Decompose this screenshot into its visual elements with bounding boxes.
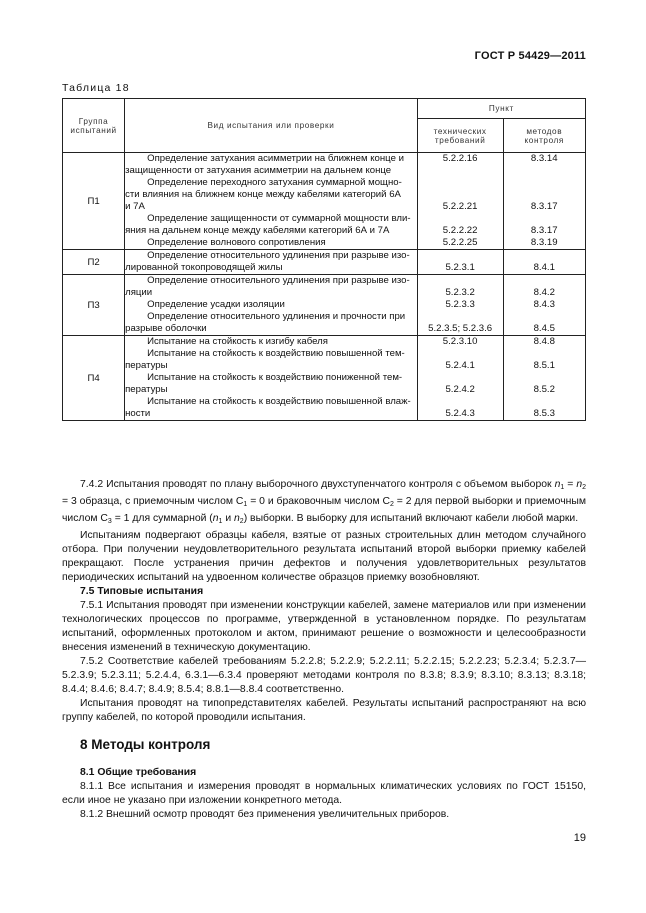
tech-requirement-ref: 5.2.2.22 <box>442 225 478 236</box>
tech-requirement-ref: 5.2.2.16 <box>442 153 478 164</box>
heading-8-1: 8.1 Общие требования <box>80 767 197 778</box>
test-method-ref <box>504 213 586 225</box>
test-method-ref: 8.5.3 <box>533 408 555 419</box>
tech-requirement-ref: 5.2.4.2 <box>445 384 475 395</box>
paragraph-8-1-1: 8.1.1 Все испытания и измерения проводят в нормальных климатических условиях по ГОСТ 15150, если иное не указано при изложении конкретного метода. <box>62 781 586 806</box>
group-name: П2 <box>63 250 125 275</box>
header-test-methods: методов контроля <box>503 119 586 153</box>
test-method-ref: 8.5.1 <box>533 360 555 371</box>
description-line: Определение затухания асимметрии на ближнем конце и <box>147 153 404 164</box>
paragraph-7-5-1: 7.5.1 Испытания проводят при изменении конструкции кабелей, замене материалов или при изменении технологических процессов по программе, утвержденной в установленном порядке. По результатам испытаний, оформленных протоколом и актом, принимают решение о возможности и целесообразности внесения изменений в техническую документацию. <box>62 600 586 653</box>
test-method-ref: 8.4.1 <box>533 262 555 273</box>
test-method-ref: 8.4.2 <box>533 287 555 298</box>
description-line: Испытание на стойкость к воздействию повышенной влаж- <box>147 396 411 407</box>
test-method-ref: 8.3.14 <box>530 153 558 164</box>
tech-requirement-ref <box>418 165 503 177</box>
test-method-ref <box>504 348 586 360</box>
table-group-row <box>63 153 586 250</box>
description-line: разрыве оболочки <box>125 323 207 334</box>
test-method-refs <box>503 275 586 336</box>
paragraph-7-5-2: 7.5.2 Соответствие кабелей требованиям 5.2.2.8; 5.2.2.9; 5.2.2.11; 5.2.2.15; 5.2.2.23; 5.2.3.4; 5.2.3.7—5.2.3.9; 5.2.3.11; 5.2.4.4, 6.3.1—6.3.4 проверяют методами контроля по 8.3.8; 8.3.9; 8.3.10; 8.3.13; 8.3.18; 8.4.4; 8.4.6; 8.4.7; 8.4.9; 8.5.4; 8.8.1—8.8.4 соответственно. <box>62 656 586 695</box>
description-line: защищенности от затухания асимметрии на дальнем конце <box>125 165 392 176</box>
body-text <box>62 478 586 725</box>
tech-requirement-refs <box>417 250 503 275</box>
description-line: Определение относительного удлинения при разрыве изо- <box>147 250 410 261</box>
section-8 <box>62 738 586 752</box>
description-line: и 7А <box>125 201 145 212</box>
table-group-row <box>63 250 586 275</box>
paragraph-7-4-2-b: Испытаниям подвергают образцы кабеля, взятые от разных строительных длин методом случайного отбора. При получении неудовлетворительного результата испытаний второй выборки приемку кабелей прекращают. После устранения причин дефектов и получения удовлетворительных результатов периодических испытаний на удвоенном количестве образцов приемку возобновляют. <box>62 530 586 583</box>
tech-requirement-ref: 5.2.3.3 <box>445 299 475 310</box>
tech-requirement-refs <box>417 336 503 421</box>
header-group: Группа испытаний <box>63 99 125 153</box>
header-description: Вид испытания или проверки <box>125 99 418 153</box>
tech-requirement-ref <box>418 189 503 201</box>
table-caption: Таблица 18 <box>62 82 130 94</box>
header-tech-requirements: технических требований <box>417 119 503 153</box>
paragraph-7-4-2: 7.4.2 Испытания проводят по плану выборочного двухступенчатого контроля с объемом выборок $n_1 = n_2 = 3$ образца, с приемочным числом $С_1 = 0$ и браковочным числом $С_2 = 2$ для первой выборки и приемочным числом $С_3 = 1$ для суммарной ($n_1$ и $n_2$) выборки. В выборку для испытаний включают кабели любой марки. <box>62 479 586 525</box>
table-group-row <box>63 336 586 421</box>
group-name: П4 <box>63 336 125 421</box>
tech-requirement-ref <box>418 372 503 384</box>
test-method-ref <box>504 189 586 201</box>
test-method-ref <box>504 396 586 408</box>
description-line: Испытание на стойкость к изгибу кабеля <box>147 336 328 347</box>
description-line: Определение относительного удлинения и прочности при <box>147 311 406 322</box>
test-descriptions <box>125 153 418 250</box>
group-name: П3 <box>63 275 125 336</box>
table-group-row <box>63 275 586 336</box>
description-line: Определение усадки изоляции <box>147 299 285 310</box>
description-line: лированной токопроводящей жилы <box>125 262 283 273</box>
tech-requirement-ref: 5.2.3.2 <box>445 287 475 298</box>
test-method-ref: 8.5.2 <box>533 384 555 395</box>
tech-requirement-ref: 5.2.2.21 <box>442 201 478 212</box>
test-method-ref: 8.4.3 <box>533 299 555 310</box>
tech-requirement-refs <box>417 153 503 250</box>
tech-requirement-ref <box>418 213 503 225</box>
tech-requirement-ref <box>418 250 503 262</box>
description-line: Испытание на стойкость к воздействию повышенной тем- <box>147 348 405 359</box>
test-descriptions <box>125 250 418 275</box>
tech-requirement-ref <box>418 396 503 408</box>
tech-requirement-ref: 5.2.2.25 <box>442 237 478 248</box>
test-descriptions <box>125 336 418 421</box>
tech-requirement-refs <box>417 275 503 336</box>
description-line: пературы <box>125 360 168 371</box>
tech-requirement-ref <box>418 177 503 189</box>
description-line: Определение волнового сопротивления <box>147 237 326 248</box>
test-method-ref <box>504 177 586 189</box>
description-line: Определение относительного удлинения при разрыве изо- <box>147 275 410 286</box>
test-method-ref <box>504 275 586 287</box>
test-method-ref <box>504 165 586 177</box>
heading-7-5: 7.5 Типовые испытания <box>80 586 204 597</box>
description-line: яния на дальнем конце между кабелями категорий 6А и 7А <box>125 225 390 236</box>
tech-requirement-ref: 5.2.4.1 <box>445 360 475 371</box>
description-line: сти влияния на ближнем конце между кабелями категорий 6А <box>125 189 401 200</box>
test-method-refs <box>503 250 586 275</box>
description-line: Определение переходного затухания суммарной мощно- <box>147 177 402 188</box>
tech-requirement-ref: 5.2.3.10 <box>442 336 478 347</box>
test-method-refs <box>503 153 586 250</box>
heading-8: 8 Методы контроля <box>80 737 211 752</box>
tech-requirement-ref: 5.2.3.1 <box>445 262 475 273</box>
tech-requirement-ref <box>418 348 503 360</box>
header-item: Пункт <box>417 99 585 119</box>
description-line: ности <box>125 408 151 419</box>
test-method-ref: 8.3.17 <box>530 201 558 212</box>
test-method-refs <box>503 336 586 421</box>
page-number: 19 <box>573 832 586 844</box>
description-line: ляции <box>125 287 153 298</box>
document-id: ГОСТ Р 54429—2011 <box>474 50 586 62</box>
test-method-ref <box>504 372 586 384</box>
section-8-1 <box>62 766 586 822</box>
test-method-ref <box>504 311 586 323</box>
test-descriptions <box>125 275 418 336</box>
test-method-ref: 8.3.19 <box>530 237 558 248</box>
test-method-ref <box>504 250 586 262</box>
test-method-ref: 8.4.5 <box>533 323 555 334</box>
tech-requirement-ref <box>418 275 503 287</box>
tech-requirement-ref: 5.2.3.5; 5.2.3.6 <box>428 323 493 334</box>
table-18 <box>62 98 586 421</box>
description-line: пературы <box>125 384 168 395</box>
test-method-ref: 8.4.8 <box>533 336 555 347</box>
description-line: Испытание на стойкость к воздействию пониженной тем- <box>147 372 403 383</box>
tech-requirement-ref <box>418 311 503 323</box>
tech-requirement-ref: 5.2.4.3 <box>445 408 475 419</box>
description-line: Определение защищенности от суммарной мощности вли- <box>147 213 411 224</box>
group-name: П1 <box>63 153 125 250</box>
test-method-ref: 8.3.17 <box>530 225 558 236</box>
paragraph-7-5-2-b: Испытания проводят на типопредставителях кабелей. Результаты испытаний распространяют на всю группу кабелей, по которой проводили испытания. <box>62 698 586 723</box>
paragraph-8-1-2: 8.1.2 Внешний осмотр проводят без применения увеличительных приборов. <box>80 809 450 820</box>
